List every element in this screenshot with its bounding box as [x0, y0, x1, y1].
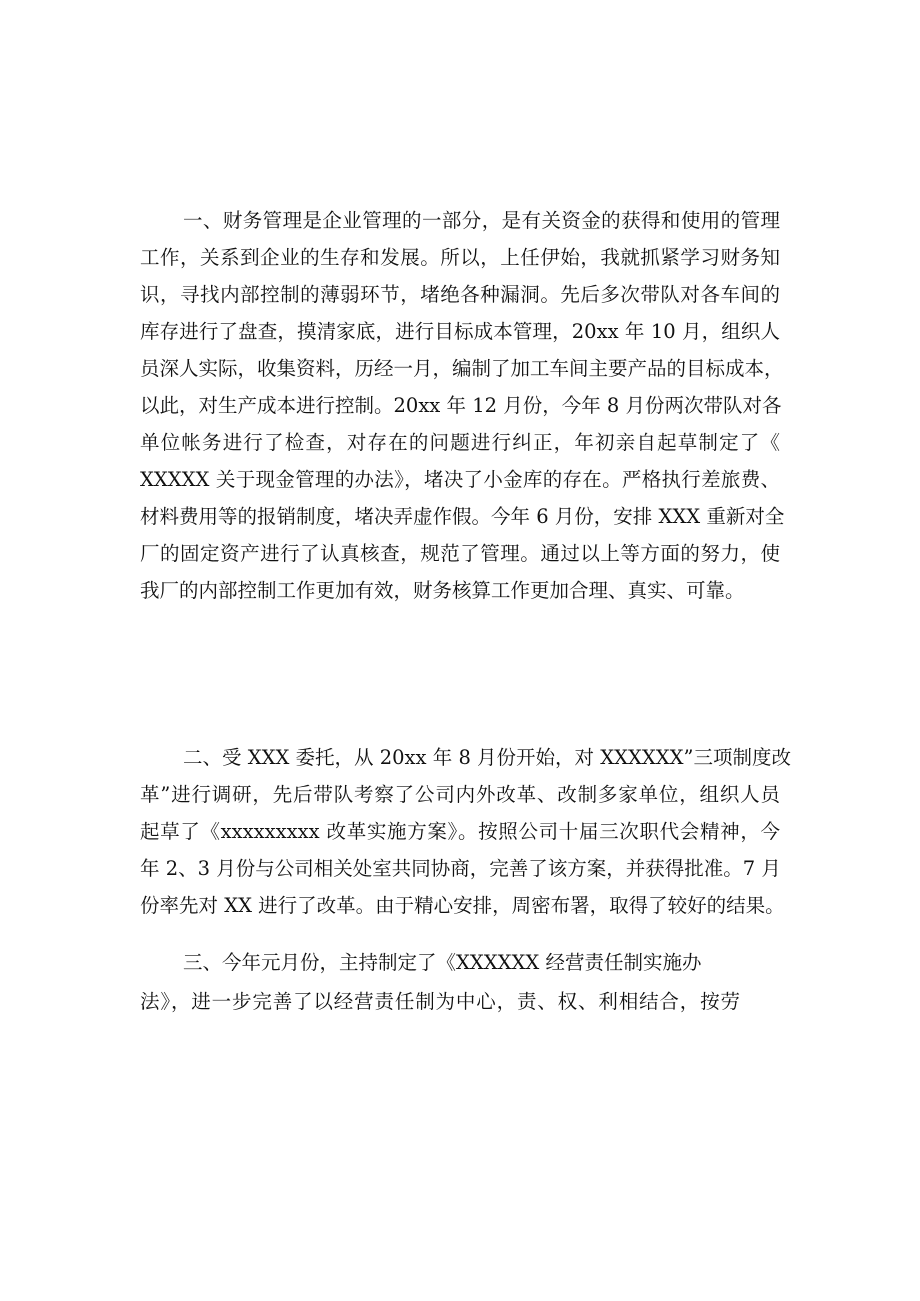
text-line: 法》，进一步完善了以经营责任制为中心，责、权、利相结合，按劳	[140, 990, 740, 1013]
text-line: 工作，关系到企业的生存和发展。所以，上任伊始，我就抓紧学习财务知	[140, 246, 780, 269]
text-line: 单位帐务进行了检查，对存在的问题进行纠正，年初亲自起草制定了《	[140, 431, 780, 454]
text-line: 三、今年元月份，主持制定了《XXXXXX 经营责任制实施办	[183, 951, 702, 974]
text-line: 厂的固定资产进行了认真核查，规范了管理。通过以上等方面的努力，使	[140, 542, 780, 565]
text-line: 起草了《xxxxxxxxx 改革实施方案》。按照公司十届三次职代会精神，今	[140, 820, 780, 843]
text-line: 二、受 XXX 委托，从 20xx 年 8 月份开始，对 XXXXXX”三项制度改	[183, 746, 792, 769]
text-line: 库存进行了盘查，摸清家底，进行目标成本管理，20xx 年 10 月，组织人	[140, 320, 780, 343]
text-line: 员深人实际，收集资料，历经一月，编制了加工车间主要产品的目标成本，	[140, 357, 784, 380]
text-line: 材料费用等的报销制度，堵决弄虚作假。今年 6 月份，安排 XXX 重新对全	[140, 505, 785, 528]
text-line: 一、财务管理是企业管理的一部分，是有关资金的获得和使用的管理	[183, 209, 780, 232]
text-line: XXXXX 关于现金管理的办法》，堵决了小金库的存在。严格执行差旅费、	[140, 468, 780, 491]
text-line: 份率先对 XX 进行了改革。由于精心安排，周密布署，取得了较好的结果。	[140, 894, 785, 917]
text-line: 识，寻找内部控制的薄弱环节，堵绝各种漏洞。先后多次带队对各车间的	[140, 283, 780, 306]
text-line: 革”进行调研，先后带队考察了公司内外改革、改制多家单位，组织人员	[140, 783, 780, 806]
text-line: 以此，对生产成本进行控制。20xx 年 12 月份，今年 8 月份两次带队对各	[140, 394, 782, 417]
text-line: 我厂的内部控制工作更加有效，财务核算工作更加合理、真实、可靠。	[140, 579, 745, 602]
text-line: 年 2、3 月份与公司相关处室共同协商，完善了该方案，并获得批准。7 月	[140, 857, 781, 880]
